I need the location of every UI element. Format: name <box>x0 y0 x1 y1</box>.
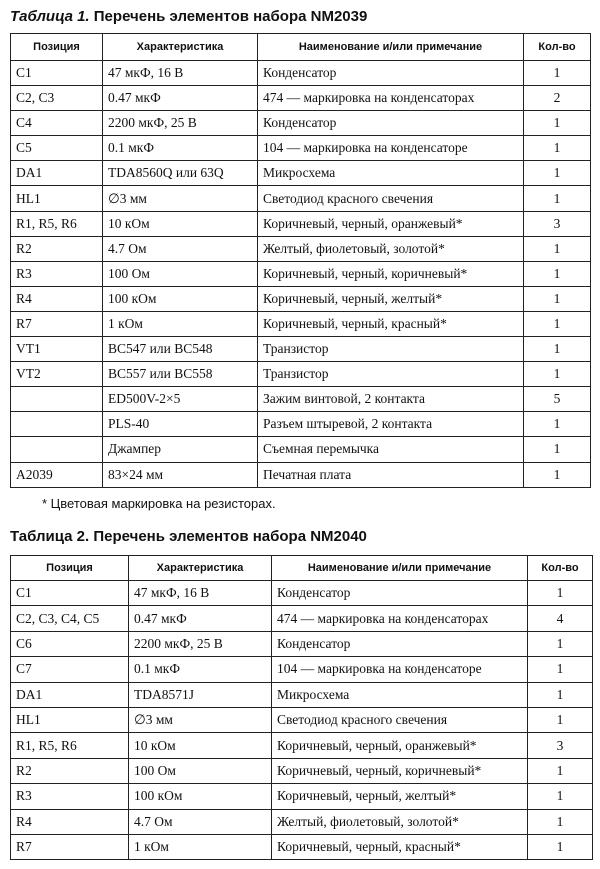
cell-quantity: 5 <box>524 387 591 412</box>
cell-name: Разъем штыревой, 2 контакта <box>258 412 524 437</box>
cell-characteristic: 0.47 мкФ <box>129 606 272 631</box>
cell-name: Транзистор <box>258 362 524 387</box>
cell-quantity: 1 <box>524 337 591 362</box>
cell-characteristic: 10 кОм <box>129 733 272 758</box>
cell-name: 474 — маркировка на конденсаторах <box>272 606 528 631</box>
table-row <box>11 707 593 732</box>
col-header-quantity: Кол-во <box>524 34 591 61</box>
cell-position: VT1 <box>11 337 103 362</box>
cell-characteristic: 0.1 мкФ <box>103 136 258 161</box>
cell-name: Желтый, фиолетовый, золотой* <box>272 809 528 834</box>
cell-name: Конденсатор <box>272 631 528 656</box>
cell-name: Коричневый, черный, желтый* <box>272 784 528 809</box>
cell-quantity: 1 <box>528 657 593 682</box>
cell-name: Конденсатор <box>258 111 524 136</box>
cell-name: Коричневый, черный, коричневый* <box>272 758 528 783</box>
table-row <box>11 682 593 707</box>
cell-position: C1 <box>11 581 129 606</box>
cell-characteristic: 100 Ом <box>103 261 258 286</box>
cell-characteristic: 47 мкФ, 16 В <box>129 581 272 606</box>
cell-name: Печатная плата <box>258 462 524 487</box>
table-row <box>11 286 591 311</box>
cell-position: C1 <box>11 61 103 86</box>
cell-characteristic: 1 кОм <box>129 834 272 859</box>
cell-characteristic: TDA8560Q или 63Q <box>103 161 258 186</box>
table-row <box>11 631 593 656</box>
cell-name: Коричневый, черный, желтый* <box>258 286 524 311</box>
cell-characteristic: ∅3 мм <box>103 186 258 211</box>
cell-quantity: 1 <box>524 362 591 387</box>
cell-position: DA1 <box>11 682 129 707</box>
cell-quantity: 1 <box>528 631 593 656</box>
table-row <box>11 606 593 631</box>
table-row <box>11 809 593 834</box>
cell-characteristic: 100 кОм <box>129 784 272 809</box>
table-row <box>11 733 593 758</box>
cell-quantity: 1 <box>524 261 591 286</box>
cell-name: Желтый, фиолетовый, золотой* <box>258 236 524 261</box>
cell-quantity: 1 <box>524 161 591 186</box>
cell-position: R3 <box>11 784 129 809</box>
table-row <box>11 387 591 412</box>
cell-quantity: 1 <box>524 236 591 261</box>
cell-quantity: 1 <box>524 462 591 487</box>
cell-characteristic: Джампер <box>103 437 258 462</box>
table-row <box>11 657 593 682</box>
cell-quantity: 1 <box>528 834 593 859</box>
col-header-name: Наименование и/или примечание <box>258 34 524 61</box>
table1-title-rest: Перечень элементов набора NM2039 <box>89 8 368 25</box>
table-row <box>11 161 591 186</box>
cell-quantity: 1 <box>524 311 591 336</box>
cell-characteristic: 2200 мкФ, 25 В <box>103 111 258 136</box>
cell-characteristic: ∅3 мм <box>129 707 272 732</box>
col-header-quantity: Кол-во <box>528 556 593 581</box>
cell-position: R1, R5, R6 <box>11 733 129 758</box>
cell-name: Микросхема <box>272 682 528 707</box>
cell-position: VT2 <box>11 362 103 387</box>
table-row <box>11 261 591 286</box>
cell-quantity: 3 <box>528 733 593 758</box>
cell-name: Коричневый, черный, красный* <box>272 834 528 859</box>
cell-position: R7 <box>11 311 103 336</box>
table-row <box>11 834 593 859</box>
cell-characteristic: BC557 или BC558 <box>103 362 258 387</box>
table-row <box>11 61 591 86</box>
cell-quantity: 1 <box>528 809 593 834</box>
cell-quantity: 1 <box>528 784 593 809</box>
cell-name: Светодиод красного свечения <box>258 186 524 211</box>
cell-position: R4 <box>11 286 103 311</box>
cell-position: C4 <box>11 111 103 136</box>
col-header-position: Позиция <box>11 556 129 581</box>
cell-position: A2039 <box>11 462 103 487</box>
cell-characteristic: 47 мкФ, 16 В <box>103 61 258 86</box>
cell-position: R1, R5, R6 <box>11 211 103 236</box>
table-row <box>11 236 591 261</box>
cell-quantity: 1 <box>528 758 593 783</box>
table-row <box>11 362 591 387</box>
cell-characteristic: 2200 мкФ, 25 В <box>129 631 272 656</box>
cell-name: Светодиод красного свечения <box>272 707 528 732</box>
table-row <box>11 136 591 161</box>
cell-quantity: 1 <box>524 286 591 311</box>
table-row <box>11 86 591 111</box>
table-row <box>11 784 593 809</box>
col-header-position: Позиция <box>11 34 103 61</box>
cell-name: Транзистор <box>258 337 524 362</box>
cell-characteristic: 100 Ом <box>129 758 272 783</box>
cell-quantity: 1 <box>528 581 593 606</box>
cell-characteristic: TDA8571J <box>129 682 272 707</box>
cell-position: C2, C3 <box>11 86 103 111</box>
cell-name: Коричневый, черный, красный* <box>258 311 524 336</box>
cell-position: R2 <box>11 758 129 783</box>
col-header-characteristic: Характеристика <box>129 556 272 581</box>
cell-characteristic: 4.7 Ом <box>129 809 272 834</box>
cell-quantity: 4 <box>528 606 593 631</box>
cell-position: R4 <box>11 809 129 834</box>
cell-characteristic: PLS-40 <box>103 412 258 437</box>
cell-name: Зажим винтовой, 2 контакта <box>258 387 524 412</box>
table1-header-row <box>11 34 591 61</box>
cell-characteristic: 0.1 мкФ <box>129 657 272 682</box>
cell-characteristic: 4.7 Ом <box>103 236 258 261</box>
cell-position: C6 <box>11 631 129 656</box>
cell-position: R3 <box>11 261 103 286</box>
cell-position: R2 <box>11 236 103 261</box>
table2-title: Таблица 2. Перечень элементов набора NM2040 <box>10 528 367 545</box>
table-row <box>11 211 591 236</box>
table-row <box>11 337 591 362</box>
table2-header-row <box>11 556 593 581</box>
cell-characteristic: 1 кОм <box>103 311 258 336</box>
table2-body <box>11 581 593 860</box>
cell-position <box>11 437 103 462</box>
cell-name: Коричневый, черный, коричневый* <box>258 261 524 286</box>
cell-quantity: 1 <box>524 136 591 161</box>
cell-name: Коричневый, черный, оранжевый* <box>258 211 524 236</box>
cell-position: DA1 <box>11 161 103 186</box>
col-header-name: Наименование и/или примечание <box>272 556 528 581</box>
cell-name: Конденсатор <box>258 61 524 86</box>
cell-position <box>11 387 103 412</box>
cell-quantity: 1 <box>528 682 593 707</box>
cell-position: C2, C3, C4, C5 <box>11 606 129 631</box>
cell-characteristic: ED500V-2×5 <box>103 387 258 412</box>
table-row <box>11 437 591 462</box>
table1-title-lead: Таблица 1. <box>10 8 90 25</box>
table1-body <box>11 61 591 488</box>
cell-characteristic: 10 кОм <box>103 211 258 236</box>
table-row <box>11 758 593 783</box>
cell-characteristic: 100 кОм <box>103 286 258 311</box>
cell-name: 104 — маркировка на конденсаторе <box>272 657 528 682</box>
cell-name: Микросхема <box>258 161 524 186</box>
table-row <box>11 186 591 211</box>
cell-quantity: 1 <box>524 412 591 437</box>
table2 <box>10 555 593 860</box>
cell-name: Съемная перемычка <box>258 437 524 462</box>
cell-quantity: 2 <box>524 86 591 111</box>
cell-quantity: 1 <box>524 111 591 136</box>
table-row <box>11 581 593 606</box>
table-row <box>11 111 591 136</box>
cell-name: Конденсатор <box>272 581 528 606</box>
table-row <box>11 311 591 336</box>
cell-position: R7 <box>11 834 129 859</box>
cell-position: C5 <box>11 136 103 161</box>
cell-name: 474 — маркировка на конденсаторах <box>258 86 524 111</box>
table-row <box>11 462 591 487</box>
cell-quantity: 1 <box>524 186 591 211</box>
table1 <box>10 33 591 488</box>
cell-quantity: 1 <box>524 61 591 86</box>
cell-position: HL1 <box>11 186 103 211</box>
cell-position: C7 <box>11 657 129 682</box>
cell-position <box>11 412 103 437</box>
cell-characteristic: BC547 или BC548 <box>103 337 258 362</box>
table-row <box>11 412 591 437</box>
cell-name: Коричневый, черный, оранжевый* <box>272 733 528 758</box>
cell-quantity: 1 <box>524 437 591 462</box>
color-coding-footnote: * Цветовая маркировка на резисторах. <box>42 496 276 511</box>
table1-title <box>10 8 367 25</box>
cell-characteristic: 83×24 мм <box>103 462 258 487</box>
cell-quantity: 1 <box>528 707 593 732</box>
cell-position: HL1 <box>11 707 129 732</box>
cell-quantity: 3 <box>524 211 591 236</box>
cell-characteristic: 0.47 мкФ <box>103 86 258 111</box>
cell-name: 104 — маркировка на конденсаторе <box>258 136 524 161</box>
col-header-characteristic: Характеристика <box>103 34 258 61</box>
